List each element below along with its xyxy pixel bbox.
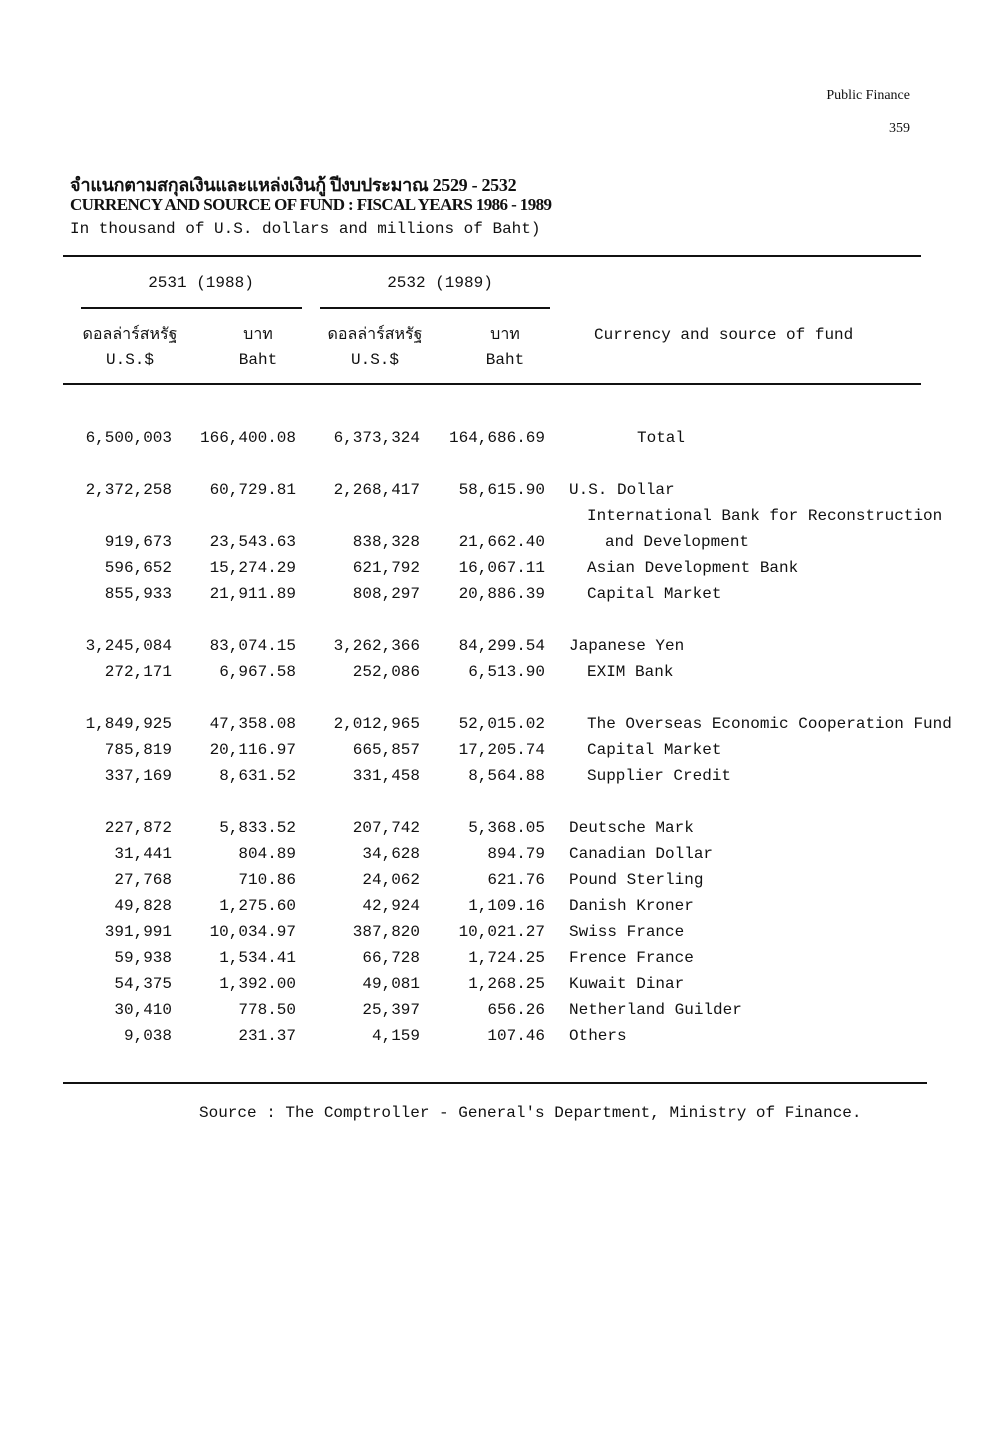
title-unit-note: In thousand of U.S. dollars and millions of Baht) [70, 220, 541, 238]
table-cell-baht-1988: 10,034.97 [209, 923, 296, 941]
year-header-1989: 2532 (1989) [387, 274, 493, 292]
table-cell-baht-1989: 894.79 [487, 845, 545, 863]
table-cell-baht-1988: 47,358.08 [209, 715, 296, 733]
table-row-label: EXIM Bank [587, 663, 674, 681]
table-cell-usd-1988: 3,245,084 [85, 637, 172, 655]
table-row-label: Others [569, 1027, 627, 1045]
table-cell-baht-1989: 5,368.05 [468, 819, 545, 837]
table-cell-usd-1989: 34,628 [362, 845, 420, 863]
table-cell-baht-1989: 52,015.02 [458, 715, 545, 733]
table-cell-baht-1989: 17,205.74 [458, 741, 545, 759]
table-cell-usd-1988: 2,372,258 [85, 481, 172, 499]
table-row-label: The Overseas Economic Cooperation Fund [587, 715, 952, 733]
table-cell-baht-1989: 1,268.25 [468, 975, 545, 993]
table-cell-usd-1989: 42,924 [362, 897, 420, 915]
table-row-label: Frence France [569, 949, 694, 967]
table-cell-baht-1988: 1,275.60 [219, 897, 296, 915]
title-english: CURRENCY AND SOURCE OF FUND : FISCAL YEARS 1986 - 1989 [70, 195, 552, 214]
table-cell-usd-1989: 838,328 [352, 533, 420, 551]
table-cell-baht-1988: 23,543.63 [209, 533, 296, 551]
table-cell-usd-1988: 391,991 [104, 923, 172, 941]
table-cell-baht-1989: 8,564.88 [468, 767, 545, 785]
table-row-label: Asian Development Bank [587, 559, 799, 577]
col-usd-1988-thai: ดอลล่าร์สหรัฐ [82, 326, 178, 343]
table-cell-usd-1988: 785,819 [104, 741, 172, 759]
table-cell-baht-1988: 1,534.41 [219, 949, 296, 967]
table-cell-usd-1988: 919,673 [104, 533, 172, 551]
table-row-label: Netherland Guilder [569, 1001, 742, 1019]
table-row-label: International Bank for Reconstruction [587, 507, 943, 525]
table-bottom-rule [63, 1082, 927, 1084]
col-usd-1989-label: U.S.$ [350, 351, 399, 369]
year-rule-1989 [320, 307, 550, 309]
table-cell-baht-1988: 20,116.97 [209, 741, 296, 759]
table-row-label: Supplier Credit [587, 767, 732, 785]
table-cell-usd-1989: 621,792 [352, 559, 420, 577]
table-cell-usd-1988: 54,375 [114, 975, 172, 993]
table-row-label: Deutsche Mark [569, 819, 694, 837]
table-cell-baht-1988: 166,400.08 [199, 429, 296, 447]
table-row-label: and Development [605, 533, 750, 551]
table-cell-baht-1988: 83,074.15 [209, 637, 296, 655]
table-row-label: Danish Kroner [569, 897, 694, 915]
table-cell-usd-1988: 855,933 [104, 585, 172, 603]
title-thai: จำแนกตามสกุลเงินและแหล่งเงินกู้ ปีงบประมาณ 2529 - 2532 [70, 175, 517, 195]
col-usd-1989-thai: ดอลล่าร์สหรัฐ [327, 326, 423, 343]
table-row-label: Capital Market [587, 741, 722, 759]
year-rule-1988 [81, 307, 302, 309]
table-cell-usd-1989: 808,297 [352, 585, 420, 603]
col-label-header: Currency and source of fund [594, 326, 854, 344]
table-cell-baht-1989: 16,067.11 [458, 559, 545, 577]
source-note: Source : The Comptroller - General's Department, Ministry of Finance. [199, 1104, 862, 1122]
table-row-label: U.S. Dollar [569, 481, 675, 499]
table-cell-usd-1988: 596,652 [104, 559, 172, 577]
table-cell-usd-1988: 9,038 [123, 1027, 172, 1045]
table-cell-usd-1989: 66,728 [362, 949, 420, 967]
table-cell-usd-1988: 30,410 [114, 1001, 172, 1019]
table-cell-usd-1989: 4,159 [371, 1027, 420, 1045]
table-cell-baht-1988: 1,392.00 [219, 975, 296, 993]
table-row-label: Capital Market [587, 585, 722, 603]
table-cell-baht-1988: 6,967.58 [219, 663, 296, 681]
title-block [70, 170, 551, 245]
table-cell-baht-1988: 8,631.52 [219, 767, 296, 785]
table-cell-baht-1989: 621.76 [487, 871, 545, 889]
table-cell-baht-1988: 231.37 [238, 1027, 296, 1045]
table-cell-baht-1989: 21,662.40 [458, 533, 545, 551]
section-title: Public Finance [826, 88, 910, 103]
table-cell-baht-1988: 21,911.89 [209, 585, 296, 603]
page-header [826, 86, 910, 138]
table-cell-baht-1988: 778.50 [238, 1001, 296, 1019]
col-baht-1988-label: Baht [238, 351, 278, 369]
table-cell-usd-1989: 3,262,366 [333, 637, 420, 655]
table-cell-baht-1989: 58,615.90 [458, 481, 545, 499]
table-cell-baht-1989: 107.46 [487, 1027, 545, 1045]
table-cell-baht-1988: 5,833.52 [219, 819, 296, 837]
table-cell-usd-1988: 31,441 [114, 845, 172, 863]
table-row-label: Kuwait Dinar [569, 975, 685, 993]
table-cell-baht-1989: 1,109.16 [468, 897, 545, 915]
table-cell-baht-1989: 84,299.54 [458, 637, 545, 655]
table-row-label: Japanese Yen [569, 637, 685, 655]
table-cell-usd-1988: 1,849,925 [85, 715, 172, 733]
table-cell-usd-1989: 2,012,965 [333, 715, 420, 733]
table-top-rule [63, 255, 921, 257]
header-bottom-rule [63, 383, 921, 385]
table-cell-usd-1989: 6,373,324 [333, 429, 420, 447]
table-cell-baht-1989: 656.26 [487, 1001, 545, 1019]
table-cell-usd-1988: 337,169 [104, 767, 172, 785]
table-cell-usd-1989: 24,062 [362, 871, 420, 889]
table-row-label: Canadian Dollar [569, 845, 714, 863]
table-cell-baht-1989: 164,686.69 [448, 429, 545, 447]
table-cell-usd-1988: 49,828 [114, 897, 172, 915]
table-cell-baht-1989: 20,886.39 [458, 585, 545, 603]
table-cell-baht-1989: 1,724.25 [468, 949, 545, 967]
page-number: 359 [889, 121, 910, 136]
table-cell-usd-1989: 207,742 [352, 819, 420, 837]
col-baht-1989-label: Baht [485, 351, 525, 369]
table-row-label: Total [636, 429, 685, 447]
table-cell-baht-1988: 60,729.81 [209, 481, 296, 499]
table-cell-usd-1989: 25,397 [362, 1001, 420, 1019]
table-cell-baht-1988: 804.89 [238, 845, 296, 863]
table-cell-usd-1988: 272,171 [104, 663, 172, 681]
table-cell-usd-1988: 6,500,003 [85, 429, 172, 447]
table-cell-baht-1988: 15,274.29 [209, 559, 296, 577]
table-row-label: Swiss France [569, 923, 685, 941]
table-cell-baht-1988: 710.86 [238, 871, 296, 889]
col-usd-1988-label: U.S.$ [105, 351, 154, 369]
table-cell-usd-1989: 252,086 [352, 663, 420, 681]
table-cell-baht-1989: 10,021.27 [458, 923, 545, 941]
table-cell-usd-1989: 49,081 [362, 975, 420, 993]
col-baht-1989-thai: บาท [490, 326, 520, 343]
table-cell-usd-1988: 27,768 [114, 871, 172, 889]
col-baht-1988-thai: บาท [243, 326, 273, 343]
table-cell-usd-1988: 59,938 [114, 949, 172, 967]
table-cell-usd-1989: 387,820 [352, 923, 420, 941]
table-row-label: Pound Sterling [569, 871, 704, 889]
table-cell-baht-1989: 6,513.90 [468, 663, 545, 681]
table-cell-usd-1989: 665,857 [352, 741, 420, 759]
table-cell-usd-1989: 331,458 [352, 767, 420, 785]
year-header-1988: 2531 (1988) [148, 274, 254, 292]
table-cell-usd-1989: 2,268,417 [333, 481, 420, 499]
table-cell-usd-1988: 227,872 [104, 819, 172, 837]
